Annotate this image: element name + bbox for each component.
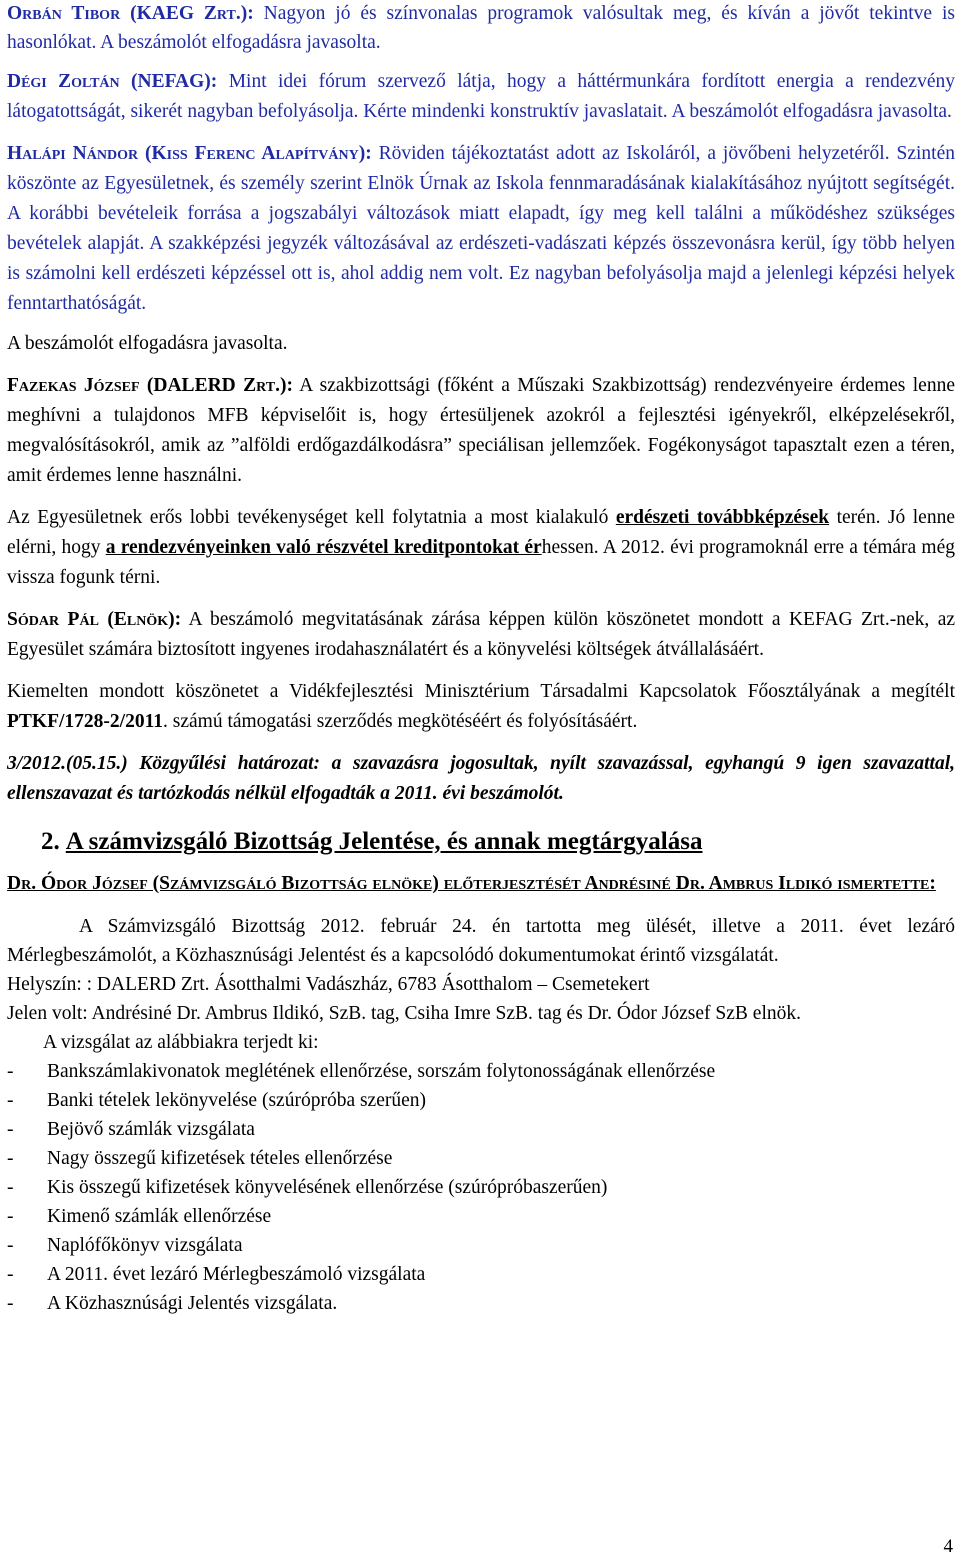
speaker-name: Dégi Zoltán (NEFAG): [7,71,218,92]
list-item-text: A 2011. évet lezáró Mérlegbeszámoló vizsgálata [47,1264,426,1285]
list-item-text: Banki tételek lekönyvelése (szúrópróba szerűen) [47,1090,427,1111]
paragraph-text: Nagyon jó és színvonalas programok valósultak meg, és kíván a jövőt tekintve is hasonlókat. A beszámolót elfogadásra javasolta. [7,3,955,53]
text-run: terén. Jó lenne elérni, hogy [7,507,955,558]
paragraph-text: A szakbizottsági (főként a Műszaki Szakbizottság) rendezvényeire érdemes lenne meghívni a tulajdonos MFB képviselőit is, hogy értesüljenek azokról a fejlesztési igényekről, elképzelésekről, megvalósításokról, amik az ”alföldi erdőgazdálkodásra” speciálisan jellemzőek. Fogékonyságot tapasztalt ezen a téren, amit érdemes lenne használni. [7,375,955,486]
paragraph-lobbi [7,503,955,593]
list-item: - A 2011. évet lezáró Mérlegbeszámoló vizsgálata [7,1260,955,1289]
resolution-paragraph [7,749,955,809]
paragraph-text: A beszámoló megvitatásának zárása képpen külön köszönetet mondott a KEFAG Zrt.-nek, az Egyesület számára biztosított ingyenes irodahasználatért és a könyvelési költségek átvállalásáért. [7,609,956,660]
list-item-text: Kis összegű kifizetések könyvelésének ellenőrzése (szúrópróbaszerűen) [47,1177,608,1198]
paragraph-fazekas [7,371,955,491]
section-title: A számvizsgáló Bizottság Jelentése, és annak megtárgyalása [65,828,703,855]
section-number: 2. [41,828,60,855]
list-item: - Bejövő számlák vizsgálata [7,1115,955,1144]
list-item-text: Naplófőkönyv vizsgálata [47,1235,243,1256]
speaker-name: Fazekas József (DALERD Zrt.): [7,375,293,396]
text-run: Kiemelten mondott köszönetet a Vidékfejlesztési Minisztérium Társadalmi Kapcsolatok Főosztályának a megítélt [7,681,955,702]
paragraph-halapi [7,139,955,319]
text-run: Az Egyesületnek erős lobbi tevékenységet kell folytatnia a most kialakuló [7,507,616,528]
list-item: - Kimenő számlák ellenőrzése [7,1202,955,1231]
resolution-text: Közgyűlési határozat: a szavazásra jogosultak, nyílt szavazással, egyhangú 9 igen szavazattal, ellenszavazat és tartózkodás nélkül elfogadták a 2011. évi beszámolót. [7,753,955,804]
list-item-text: Kimenő számlák ellenőrzése [47,1206,272,1227]
list-item: - Banki tételek lekönyvelése (szúrópróba szerűen) [7,1086,955,1115]
text-run: . számú támogatási szerződés megkötéséért és folyósításáért. [163,711,638,732]
report-heading: Dr. Ódor József (Számvizsgáló Bizottság elnöke) előterjesztését Andrésiné Dr. Ambrus Ildikó ismertette: [7,873,936,894]
section-heading [7,825,955,859]
paragraph-kiemelten [7,677,955,737]
emphasis-run: PTKF/1728-2/2011 [7,711,163,732]
report-present: Jelen volt: Andrésiné Dr. Ambrus Ildikó, SzB. tag, Csiha Imre SzB. tag és Dr. Ódor József SzB elnök. [7,1003,801,1024]
report-location: Helyszín: : DALERD Zrt. Ásotthalmi Vadászház, 6783 Ásotthalom – Csemetekert [7,974,650,995]
list-item: - Kis összegű kifizetések könyvelésének ellenőrzése (szúrópróbaszerűen) [7,1173,955,1202]
audit-items-list [7,1057,955,1318]
resolution-number: 3/2012.(05.15.) [7,753,128,774]
speaker-name: Sódar Pál (Elnök): [7,609,182,630]
list-item-text: Bejövő számlák vizsgálata [47,1119,255,1140]
paragraph-orban [7,0,955,57]
emphasis-run: a rendezvényeinken való részvétel kreditpontokat ér [105,537,542,558]
page-number: 4 [943,1536,953,1557]
speaker-name: Halápi Nándor (Kiss Ferenc Alapítvány): [7,143,372,164]
text-run: hessen. A 2012. évi programoknál erre a témára még vissza fogunk térni. [7,537,955,588]
paragraph-text: Mint idei fórum szervező látja, hogy a háttérmunkára fordított energia a rendezvény látogatottságát, sikerét nagyban befolyásolja. Kérte mindenki konstruktív javaslatait. A beszámolót elfogadásra javasolta. [7,71,955,122]
list-item: - Bankszámlakivonatok meglétének ellenőrzése, sorszám folytonosságának ellenőrzése [7,1057,955,1086]
list-item-text: Bankszámlakivonatok meglétének ellenőrzése, sorszám folytonosságának ellenőrzése [47,1061,716,1082]
document-page [7,0,955,1318]
paragraph-degi [7,67,955,127]
speaker-name: Orbán Tibor (KAEG Zrt.): [7,3,254,24]
paragraph-sodar [7,605,955,665]
paragraph-halapi-end: A beszámolót elfogadásra javasolta. [7,333,288,354]
list-item: - Naplófőkönyv vizsgálata [7,1231,955,1260]
list-item-text: A Közhasznúsági Jelentés vizsgálata. [47,1293,338,1314]
list-item: - A Közhasznúsági Jelentés vizsgálata. [7,1289,955,1318]
list-item-text: Nagy összegű kifizetések tételes ellenőrzése [47,1148,393,1169]
list-item: - Nagy összegű kifizetések tételes ellenőrzése [7,1144,955,1173]
report-intro: A Számvizsgáló Bizottság 2012. február 24. én tartotta meg ülését, illetve a 2011. évet lezáró Mérlegbeszámolót, a Közhasznúsági Jelentést és a kapcsolódó dokumentumokat érintő vizsgálatát. [7,916,955,966]
report-scope: A vizsgálat az alábbiakra terjedt ki: [43,1032,319,1053]
paragraph-text: Röviden tájékoztatást adott az Iskoláról, a jövőbeni helyzetéről. Szintén köszönte az Egyesületnek, és személy szerint Elnök Úrnak az Iskola fennmaradásának kialakításához nyújtott segítségét. A korábbi bevételeik forrása a jogszabályi változások miatt elapadt, így meg kell találni a működéshez szükséges bevételek alapját. A szakképzési jegyzék változásával az erdészeti-vadászati képzés összevonásra kerül, így több helyen is számolni kell erdészeti képzéssel ott is, ahol addig nem volt. Ez nagyban befolyásolja majd a jelenlegi képzési helyek fenntarthatóságát. [7,143,955,314]
emphasis-run: erdészeti továbbképzések [615,507,830,528]
